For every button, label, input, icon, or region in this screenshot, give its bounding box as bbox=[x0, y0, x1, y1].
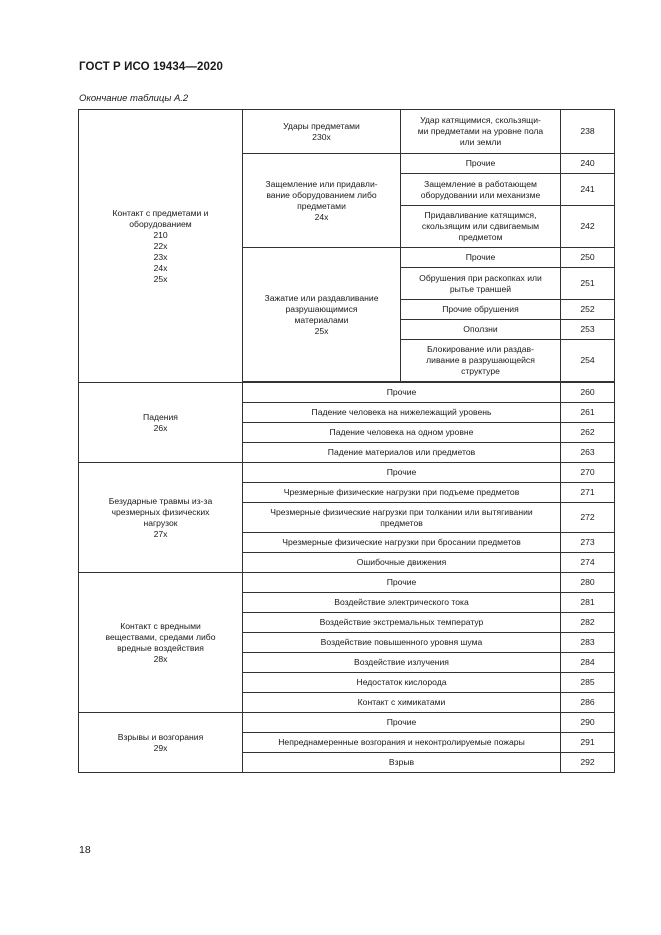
item-code: 262 bbox=[561, 423, 615, 443]
category-code: 28x bbox=[153, 653, 168, 664]
item-code: 240 bbox=[561, 154, 615, 174]
category-name: Контакт с вредными веществами, средами либо вредные воздействия bbox=[105, 620, 216, 653]
item-text: Непреднамеренные возгорания и неконтролируемые пожары bbox=[243, 733, 561, 753]
table-row bbox=[79, 110, 615, 154]
subcategory-cell bbox=[243, 110, 401, 154]
subcategory-cell bbox=[243, 248, 401, 382]
item-code: 241 bbox=[561, 174, 615, 206]
item-text: Прочие обрушения bbox=[401, 300, 561, 320]
item-text: Воздействие экстремальных температур bbox=[243, 613, 561, 633]
item-text: Придавливание катящимся, скользящим или сдвигаемым предметом bbox=[401, 206, 561, 248]
item-text: Блокирование или раздав- ливание в разрушающейся структуре bbox=[401, 340, 561, 382]
category-name: Падения bbox=[143, 411, 178, 422]
item-text: Чрезмерные физические нагрузки при толкании или вытягивании предметов bbox=[243, 503, 561, 533]
item-code: 260 bbox=[561, 383, 615, 403]
category-code: 27x bbox=[153, 528, 168, 539]
item-code: 271 bbox=[561, 483, 615, 503]
item-code: 254 bbox=[561, 340, 615, 382]
item-text: Защемление в работающем оборудовании или механизме bbox=[401, 174, 561, 206]
item-text: Контакт с химикатами bbox=[243, 693, 561, 713]
table-row bbox=[79, 383, 615, 403]
item-code: 291 bbox=[561, 733, 615, 753]
item-text: Прочие bbox=[243, 713, 561, 733]
item-code: 272 bbox=[561, 503, 615, 533]
item-text: Удар катящимися, скользящи- ми предметами на уровне пола или земли bbox=[401, 110, 561, 154]
item-code: 242 bbox=[561, 206, 615, 248]
item-code: 250 bbox=[561, 248, 615, 268]
item-text: Ошибочные движения bbox=[243, 553, 561, 573]
category-cell bbox=[79, 573, 243, 713]
item-code: 263 bbox=[561, 443, 615, 463]
classification-table bbox=[78, 109, 615, 773]
subcategory-code: 24x bbox=[314, 211, 329, 222]
subcategory-name: Защемление или придавли- вание оборудованием либо предметами bbox=[265, 178, 378, 211]
subcategory-name: Удары предметами bbox=[283, 120, 360, 131]
item-text: Воздействие излучения bbox=[243, 653, 561, 673]
item-code: 281 bbox=[561, 593, 615, 613]
item-code: 253 bbox=[561, 320, 615, 340]
category-name: Контакт с предметами и оборудованием bbox=[112, 207, 209, 229]
item-code: 238 bbox=[561, 110, 615, 154]
item-text: Прочие bbox=[401, 248, 561, 268]
item-code: 273 bbox=[561, 533, 615, 553]
subcategory-code: 230x bbox=[312, 131, 331, 142]
category-name: Взрывы и возгорания bbox=[117, 731, 204, 742]
item-text: Чрезмерные физические нагрузки при бросании предметов bbox=[243, 533, 561, 553]
item-text: Падение человека на нижележащий уровень bbox=[243, 403, 561, 423]
item-code: 274 bbox=[561, 553, 615, 573]
item-code: 282 bbox=[561, 613, 615, 633]
item-code: 285 bbox=[561, 673, 615, 693]
item-code: 290 bbox=[561, 713, 615, 733]
item-text: Чрезмерные физические нагрузки при подъеме предметов bbox=[243, 483, 561, 503]
item-code: 251 bbox=[561, 268, 615, 300]
table-row bbox=[79, 463, 615, 483]
subcategory-name: Зажатие или раздавливание разрушающимися материалами bbox=[264, 292, 379, 325]
item-text: Обрушения при раскопках или рытье траншей bbox=[401, 268, 561, 300]
table-row bbox=[79, 573, 615, 593]
item-text: Прочие bbox=[243, 463, 561, 483]
item-code: 270 bbox=[561, 463, 615, 483]
item-code: 261 bbox=[561, 403, 615, 423]
category-code: 26x bbox=[153, 422, 168, 433]
item-text: Прочие bbox=[243, 573, 561, 593]
subcategory-code: 25x bbox=[314, 325, 329, 336]
item-text: Прочие bbox=[243, 383, 561, 403]
item-text: Падение материалов или предметов bbox=[243, 443, 561, 463]
item-text: Воздействие повышенного уровня шума bbox=[243, 633, 561, 653]
category-code: 29x bbox=[153, 742, 168, 753]
category-cell bbox=[79, 463, 243, 573]
item-text: Взрыв bbox=[243, 753, 561, 773]
category-cell bbox=[79, 110, 243, 383]
category-code: 210 22x 23x 24x 25x bbox=[153, 229, 168, 284]
item-text: Прочие bbox=[401, 154, 561, 174]
item-code: 292 bbox=[561, 753, 615, 773]
item-text: Падение человека на одном уровне bbox=[243, 423, 561, 443]
item-code: 284 bbox=[561, 653, 615, 673]
item-code: 252 bbox=[561, 300, 615, 320]
page-number: 18 bbox=[79, 844, 91, 856]
table-row bbox=[79, 713, 615, 733]
item-code: 283 bbox=[561, 633, 615, 653]
category-name: Безударные травмы из-за чрезмерных физических нагрузок bbox=[108, 495, 213, 528]
item-text: Воздействие электрического тока bbox=[243, 593, 561, 613]
subcategory-cell bbox=[243, 154, 401, 248]
document-header: ГОСТ Р ИСО 19434—2020 bbox=[79, 61, 224, 73]
item-code: 286 bbox=[561, 693, 615, 713]
table-caption: Окончание таблицы А.2 bbox=[79, 93, 189, 104]
item-text: Оползни bbox=[401, 320, 561, 340]
item-code: 280 bbox=[561, 573, 615, 593]
category-cell bbox=[79, 383, 243, 463]
category-cell bbox=[79, 713, 243, 773]
item-text: Недостаток кислорода bbox=[243, 673, 561, 693]
